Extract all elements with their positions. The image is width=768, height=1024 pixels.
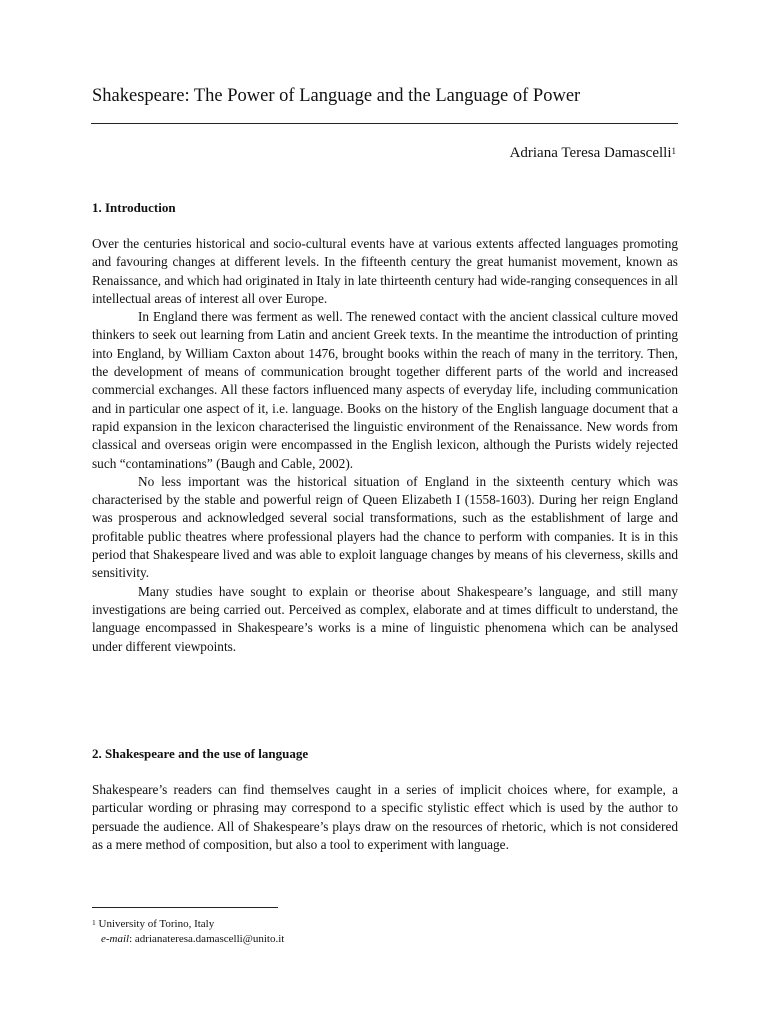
- footnote-email-line: [92, 932, 284, 947]
- author-name: Adriana Teresa Damascelli: [509, 145, 672, 161]
- paragraph: Shakespeare’s readers can find themselves caught in a series of implicit choices where, for example, a particular wording or phrasing may correspond to a specific stylistic effect which is used by the author to persuade the audience. All of Shakespeare’s plays draw on the resources of rhetoric, which is not considered as a mere method of composition, but also a tool to experiment with language.: [92, 782, 678, 852]
- email-label: e-mail: [101, 932, 130, 945]
- footnote-rule: [92, 907, 278, 908]
- section-body-introduction: [92, 235, 678, 656]
- paragraph: Many studies have sought to explain or theorise about Shakespeare’s language, and still many investigations are being carried out. Perceived as complex, elaborate and at times difficult to understand, the language encompassed in Shakespeare’s works is a mine of linguistic phenomena which can be analysed under different viewpoints.: [92, 583, 678, 654]
- email-separator: :: [129, 932, 135, 945]
- author-footnote-mark: 1: [671, 146, 676, 156]
- paragraph: In England there was ferment as well. The renewed contact with the ancient classical culture moved thinkers to seek out learning from Latin and ancient Greek texts. In the meantime the introduction of printing into England, by William Caxton about 1476, brought books within the reach of many in the territory. Then, the development of means of communication brought together different parts of the world and increased commercial exchanges. All these factors influenced many aspects of everyday life, including communication and in particular one aspect of it, i.e. language. Books on the history of the English language document that a rapid expansion in the lexicon characterised the linguistic environment of the Renaissance. New words from classical and overseas origin were encompassed in the English lexicon, although the Purists widely rejected such “contaminations” (Baugh and Cable, 2002).: [92, 309, 678, 471]
- section-body-shakespeare-language: [92, 781, 678, 854]
- section-heading-shakespeare-language: 2. Shakespeare and the use of language: [92, 746, 309, 761]
- paragraph: Over the centuries historical and socio-cultural events have at various extents affected languages promoting and favouring changes at different levels. In the fifteenth century the great humanist movement, known as Renaissance, and which had originated in Italy in late thirteenth century had wide-ranging consequences in all intellectual areas of interest all over Europe.: [92, 236, 678, 306]
- paragraph: No less important was the historical situation of England in the sixteenth century which was characterised by the stable and powerful reign of Queen Elizabeth I (1558-1603). During her reign England was prosperous and acknowledged several social transformations, such as the establishment of large and profitable public theatres where professional players had the chance to perform with companies. It is in this period that Shakespeare lived and was able to exploit language changes by means of his cleverness, skills and sensitivity.: [92, 473, 678, 581]
- email-address[interactable]: adrianateresa.damascelli@unito.it: [134, 932, 285, 945]
- author-line: [510, 143, 676, 163]
- footnote: [92, 917, 284, 946]
- paper-title: Shakespeare: The Power of Language and the Language of Power: [92, 86, 581, 106]
- section-heading-introduction: 1. Introduction: [92, 200, 176, 215]
- title-rule: [91, 123, 678, 124]
- footnote-affiliation: University of Torino, Italy: [98, 918, 215, 930]
- footnote-mark: 1: [92, 918, 96, 927]
- footnote-affiliation-line: [92, 917, 284, 932]
